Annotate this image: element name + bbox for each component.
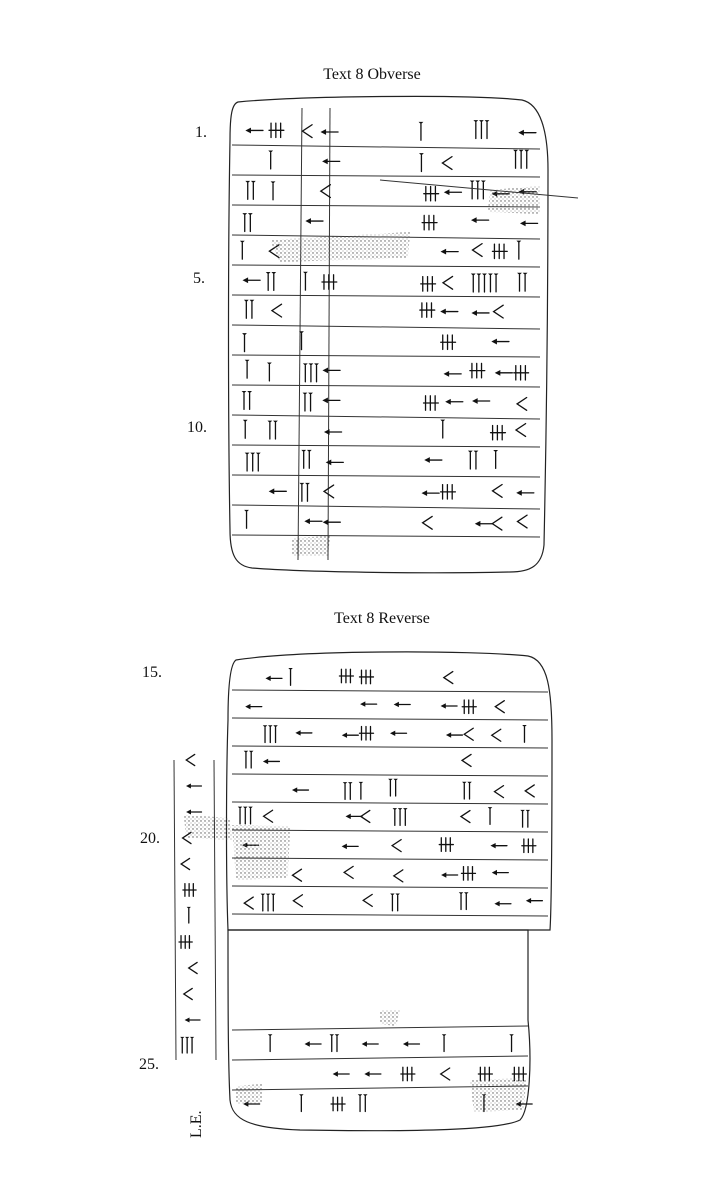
- cuneiform-sign: [305, 1041, 322, 1046]
- cuneiform-sign: [292, 787, 309, 792]
- obverse-damage-1: [270, 232, 410, 262]
- cuneiform-sign: [359, 726, 373, 740]
- left-edge-label: L.E.: [188, 1110, 205, 1138]
- cuneiform-sign: [443, 276, 453, 289]
- cuneiform-sign: [494, 305, 504, 318]
- cuneiform-sign: [360, 701, 377, 706]
- cuneiform-sign: [441, 703, 458, 708]
- line-number-1: 1.: [195, 124, 207, 141]
- cuneiform-sign: [424, 457, 442, 463]
- cuneiform-sign: [419, 153, 424, 171]
- cuneiform-sign: [333, 1071, 350, 1076]
- cuneiform-sign: [446, 732, 463, 737]
- line-number-15: 15.: [142, 664, 162, 681]
- cuneiform-sign: [525, 785, 534, 797]
- cuneiform-sign: [242, 277, 260, 283]
- cuneiform-sign: [470, 363, 485, 377]
- line-number-10: 10.: [187, 419, 207, 436]
- cuneiform-sign: [468, 451, 478, 469]
- cuneiform-sign: [186, 809, 201, 814]
- cuneiform-sign: [244, 751, 254, 768]
- cuneiform-sign: [488, 273, 498, 291]
- obverse-title: Text 8 Obverse: [323, 66, 421, 83]
- cuneiform-sign: [292, 869, 301, 881]
- cuneiform-sign: [180, 1037, 194, 1053]
- cuneiform-sign: [364, 1071, 381, 1076]
- reverse-ruling-lines: [232, 690, 548, 1090]
- cuneiform-sign: [268, 1034, 273, 1051]
- cuneiform-sign: [439, 838, 453, 852]
- cuneiform-sign: [331, 1097, 345, 1111]
- cuneiform-sign: [493, 450, 498, 468]
- cuneiform-sign: [517, 398, 527, 411]
- cuneiform-sign: [490, 843, 507, 848]
- cuneiform-sign: [514, 366, 529, 380]
- cuneiform-sign: [322, 367, 340, 373]
- line-number-20: 20.: [140, 830, 160, 847]
- cuneiform-sign: [242, 333, 247, 351]
- cuneiform-sign: [462, 700, 476, 714]
- cuneiform-sign: [424, 187, 439, 201]
- cuneiform-sign: [491, 339, 509, 345]
- cuneiform-sign: [471, 310, 489, 316]
- cuneiform-sign: [422, 215, 437, 229]
- cuneiform-sign: [424, 396, 439, 410]
- cuneiform-sign: [421, 277, 436, 291]
- cuneiform-sign: [390, 731, 407, 736]
- cuneiform-sign: [243, 420, 248, 438]
- cuneiform-sign: [495, 786, 504, 798]
- left-edge-signs: [174, 754, 216, 1060]
- cuneiform-sign: [441, 872, 458, 877]
- cuneiform-sign: [420, 303, 435, 317]
- cuneiform-sign: [444, 189, 462, 195]
- cuneiform-sign: [288, 668, 293, 685]
- cuneiform-sign: [388, 779, 398, 796]
- cuneiform-sign: [517, 273, 527, 291]
- cuneiform-sign: [462, 754, 471, 766]
- cuneiform-sign: [303, 393, 313, 411]
- cuneiform-sign: [526, 898, 543, 903]
- cuneiform-sign: [494, 901, 511, 906]
- cuneiform-sign: [394, 870, 403, 882]
- cuneiform-sign: [302, 125, 312, 138]
- cuneiform-sign: [263, 725, 278, 742]
- reverse-damage-1: [184, 815, 232, 840]
- cuneiform-sign: [305, 218, 323, 224]
- cuneiform-sign: [362, 1041, 379, 1046]
- cuneiform-sign: [189, 962, 197, 973]
- cuneiform-sign: [461, 867, 475, 881]
- cuneiform-sign: [390, 894, 400, 911]
- cuneiform-sign: [265, 676, 282, 681]
- cuneiform-sign: [516, 241, 521, 259]
- cuneiform-sign: [324, 485, 334, 498]
- cuneiform-sign: [441, 1068, 450, 1080]
- cuneiform-sign: [441, 485, 456, 499]
- obverse-tablet: [229, 96, 579, 572]
- cuneiform-sign: [322, 397, 340, 403]
- cuneiform-sign: [240, 241, 245, 259]
- cuneiform-sign: [346, 814, 363, 819]
- cuneiform-sign: [261, 894, 276, 911]
- obverse-damage-3: [292, 536, 330, 556]
- obverse-outline: [229, 96, 549, 572]
- cuneiform-sign: [444, 672, 453, 684]
- cuneiform-sign: [186, 783, 201, 788]
- cuneiform-sign: [473, 120, 489, 138]
- cuneiform-sign: [492, 517, 502, 530]
- reverse-damage-2: [232, 825, 290, 880]
- reverse-title: Text 8 Reverse: [334, 610, 430, 627]
- cuneiform-sign: [244, 300, 254, 318]
- cuneiform-sign: [495, 701, 504, 713]
- cuneiform-sign: [320, 129, 338, 135]
- cuneiform-sign: [181, 858, 189, 869]
- reverse-signs: [238, 668, 543, 1111]
- cuneiform-sign: [472, 244, 482, 257]
- cuneiform-sign: [329, 1034, 339, 1051]
- reverse-damage-3: [380, 1010, 400, 1026]
- cuneiform-sign: [492, 244, 507, 258]
- cuneiform-sign: [518, 130, 536, 136]
- cuneiform-sign: [343, 782, 353, 799]
- cuneiform-sign: [344, 866, 353, 878]
- cuneiform-sign: [266, 272, 276, 290]
- cuneiform-sign: [271, 181, 276, 199]
- cuneiform-sign: [245, 704, 261, 709]
- cuneiform-sign: [323, 519, 341, 525]
- cuneiform-sign: [269, 123, 284, 137]
- cuneiform-sign: [491, 425, 506, 439]
- cuneiform-sign: [462, 782, 472, 799]
- cuneiform-sign: [471, 274, 487, 292]
- cuneiform-sign: [493, 484, 503, 497]
- cuneiform-sign: [304, 518, 322, 524]
- cuneiform-sign: [419, 122, 424, 140]
- cuneiform-sign: [185, 1017, 200, 1022]
- cuneiform-sign: [359, 670, 373, 684]
- cuneiform-sign: [517, 515, 527, 528]
- cuneiform-sign: [342, 732, 359, 737]
- cuneiform-sign: [441, 335, 456, 349]
- cuneiform-sign: [492, 870, 509, 875]
- cuneiform-sign: [272, 304, 282, 317]
- cuneiform-sign: [184, 988, 192, 999]
- cuneiform-sign: [303, 272, 308, 290]
- cuneiform-sign: [339, 669, 353, 683]
- line-number-25: 25.: [139, 1056, 159, 1073]
- cuneiform-sign: [513, 150, 529, 168]
- cuneiform-sign: [516, 490, 534, 496]
- cuneiform-sign: [187, 907, 191, 923]
- cuneiform-sign: [440, 309, 458, 315]
- cuneiform-sign: [522, 725, 527, 742]
- cuneiform-sign: [520, 220, 538, 226]
- cuneiform-sign: [303, 363, 319, 381]
- cuneiform-sign: [267, 421, 277, 439]
- cuneiform-sign: [403, 1041, 420, 1046]
- cuneiform-sign: [509, 1034, 514, 1051]
- cuneiform-sign: [321, 185, 331, 198]
- cuneiform-sign: [301, 450, 311, 468]
- cuneiform-sign: [244, 897, 253, 909]
- cuneiform-sign: [263, 759, 280, 764]
- cuneiform-sign: [245, 181, 255, 199]
- cuneiform-sign: [342, 844, 359, 849]
- cuneiform-sign: [442, 157, 452, 170]
- cuneiform-sign: [183, 884, 196, 897]
- cuneiform-sign: [471, 217, 489, 223]
- cuneiform-sign: [295, 730, 312, 735]
- cuneiform-sign: [242, 213, 252, 231]
- cuneiform-sign: [475, 521, 493, 527]
- cuneiform-sign: [478, 1067, 492, 1081]
- cuneiform-sign: [423, 516, 433, 529]
- cuneiform-sign: [324, 429, 342, 435]
- cuneiform-sign: [245, 360, 250, 378]
- cuneiform-sign: [299, 483, 309, 501]
- cuneiform-sign: [269, 488, 287, 494]
- cuneiform-sign: [264, 810, 273, 822]
- cuneiform-sign: [488, 807, 493, 824]
- cuneiform-sign: [245, 128, 263, 134]
- cuneiform-sign: [459, 892, 469, 909]
- cuneiform-sign: [442, 1034, 447, 1051]
- cuneiform-sign: [441, 249, 459, 255]
- cuneiform-sign: [394, 702, 411, 707]
- cuneiform-sign: [464, 728, 473, 740]
- cuneiform-sign: [401, 1067, 415, 1081]
- cuneiform-sign: [359, 782, 364, 799]
- cuneiform-sign: [299, 1094, 304, 1111]
- reverse-damage-4: [470, 1078, 526, 1112]
- cuneiform-sign: [358, 1094, 368, 1111]
- cuneiform-sign: [268, 151, 273, 169]
- cuneiform-sign: [440, 420, 445, 438]
- cuneiform-sign: [522, 839, 536, 853]
- cuneiform-sign: [322, 159, 340, 165]
- cuneiform-sign: [495, 370, 513, 376]
- cuneiform-sign: [186, 754, 194, 765]
- cuneiform-sign: [393, 808, 408, 825]
- cuneiform-sign: [242, 391, 252, 409]
- cuneiform-sign: [492, 729, 501, 741]
- obverse-signs: [240, 120, 538, 530]
- cuneiform-sign: [392, 840, 401, 852]
- cuneiform-sign: [322, 275, 337, 289]
- cuneiform-sign: [461, 811, 470, 823]
- cuneiform-sign: [445, 399, 463, 405]
- reverse-tablet: [174, 652, 552, 1131]
- cuneiform-sign: [516, 424, 526, 437]
- cuneiform-sign: [520, 810, 530, 827]
- line-number-5: 5.: [193, 270, 205, 287]
- cuneiform-sign: [422, 490, 440, 496]
- reverse-damage-5: [236, 1084, 262, 1104]
- cuneiform-sign: [267, 363, 272, 381]
- cuneiform-sign: [245, 453, 261, 471]
- cuneiform-sign: [444, 371, 462, 377]
- cuneiform-sign: [363, 894, 372, 906]
- cuneiform-sign: [238, 807, 253, 824]
- cuneiform-sign: [179, 936, 192, 949]
- cuneiform-sign: [293, 895, 302, 907]
- cuneiform-sign: [472, 398, 490, 404]
- reverse-outline: [227, 652, 553, 930]
- cuneiform-sign: [244, 510, 249, 528]
